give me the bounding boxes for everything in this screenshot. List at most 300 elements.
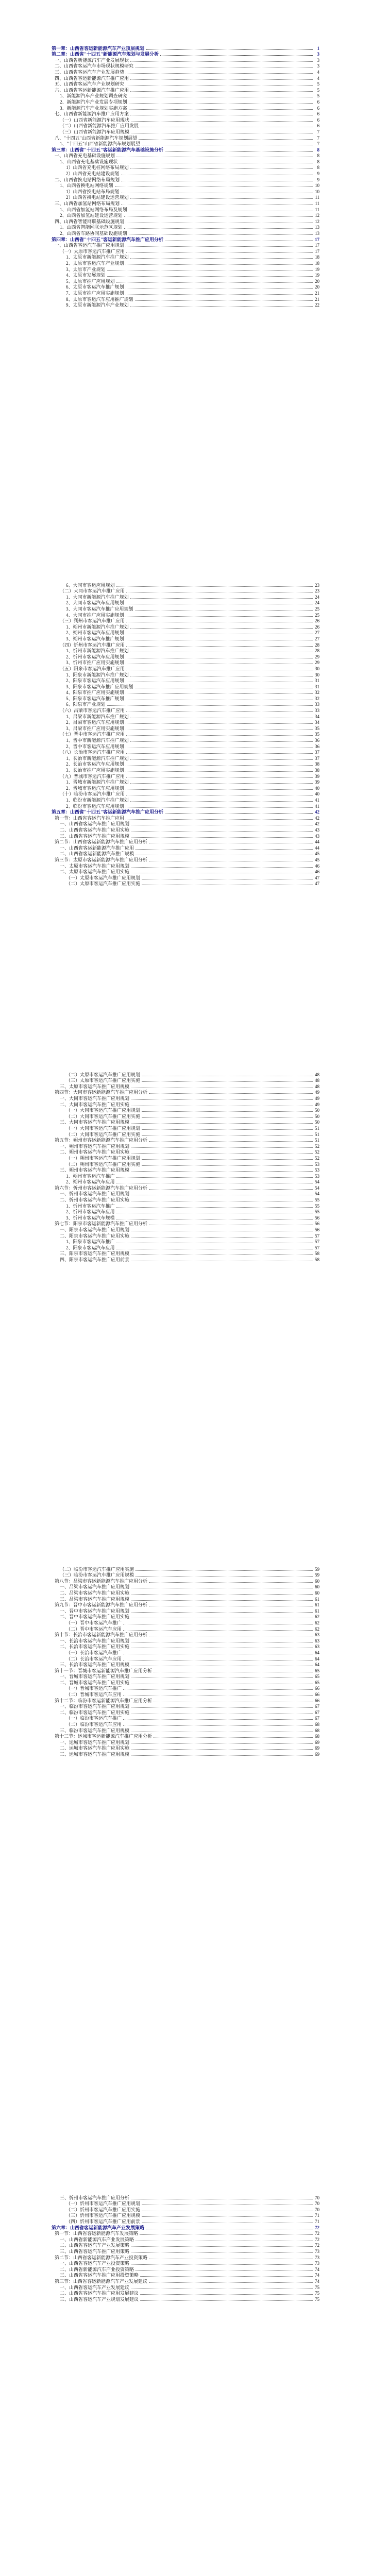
dot-leader: [139, 139, 313, 140]
toc-entry[interactable]: [52, 875, 319, 881]
toc-entry[interactable]: [52, 839, 319, 845]
toc-entry[interactable]: [52, 2248, 319, 2255]
toc-entry[interactable]: [52, 1227, 319, 1233]
toc-entry[interactable]: [52, 1727, 319, 1734]
toc-entry[interactable]: [52, 737, 319, 743]
toc-entry[interactable]: [52, 255, 319, 261]
toc-page-number: 52: [315, 1155, 319, 1161]
toc-entry-title: 1、晋中市新能源汽车推广规划: [66, 738, 129, 743]
toc-entry[interactable]: [52, 851, 319, 857]
dot-leader: [120, 162, 313, 163]
toc-page-number: 74: [315, 2278, 319, 2284]
toc-entry[interactable]: [52, 2266, 319, 2273]
dot-leader: [142, 1129, 313, 1130]
toc-entry[interactable]: [52, 1716, 319, 1722]
toc-entry[interactable]: [52, 624, 319, 630]
toc-entry[interactable]: [52, 218, 319, 225]
dot-leader: [131, 121, 313, 122]
toc-entry[interactable]: [52, 1161, 319, 1167]
toc-page-number: 47: [315, 875, 319, 880]
toc-entry[interactable]: [52, 869, 319, 875]
toc-entry[interactable]: [52, 857, 319, 863]
toc-entry[interactable]: [52, 714, 319, 720]
toc-entry[interactable]: [52, 1149, 319, 1156]
toc-entry[interactable]: [52, 1608, 319, 1614]
toc-page-number: 10: [315, 189, 319, 194]
dot-leader: [131, 2198, 313, 2199]
toc-entry[interactable]: [52, 1120, 319, 1126]
toc-entry[interactable]: [52, 81, 319, 88]
toc-page-number: 6: [317, 105, 319, 111]
toc-entry[interactable]: [52, 189, 319, 195]
toc-page-number: 50: [315, 1113, 319, 1119]
toc-entry[interactable]: [52, 284, 319, 291]
toc-entry[interactable]: [52, 183, 319, 189]
toc-page-number: 8: [317, 159, 319, 164]
toc-entry[interactable]: [52, 1709, 319, 1716]
toc-entry[interactable]: [52, 135, 319, 141]
toc-entry-title: （二）大同市客运汽车推广应用实施: [66, 1113, 141, 1119]
toc-entry[interactable]: [52, 87, 319, 93]
toc-page-number: 17: [315, 236, 319, 242]
toc-entry[interactable]: [52, 2218, 319, 2225]
toc-entry[interactable]: [52, 1686, 319, 1692]
dot-leader: [126, 777, 313, 778]
toc-page-number: 52: [315, 1149, 319, 1155]
toc-entry[interactable]: [52, 767, 319, 773]
toc-page-number: 18: [315, 260, 319, 266]
toc-entry[interactable]: [52, 612, 319, 618]
dot-leader: [165, 150, 313, 151]
dot-leader: [142, 144, 313, 145]
toc-page-number: 28: [315, 648, 319, 654]
toc-entry[interactable]: [52, 821, 319, 827]
toc-entry[interactable]: [52, 159, 319, 165]
toc-entry[interactable]: [52, 296, 319, 302]
dot-leader: [149, 2282, 313, 2283]
dot-leader: [126, 646, 313, 647]
toc-entry[interactable]: [52, 1209, 319, 1215]
toc-entry[interactable]: [52, 153, 319, 159]
toc-entry[interactable]: [52, 1108, 319, 1114]
toc-entry[interactable]: [52, 105, 319, 111]
toc-entry[interactable]: [52, 863, 319, 869]
toc-entry[interactable]: [52, 63, 319, 70]
toc-entry[interactable]: [52, 1739, 319, 1745]
toc-entry[interactable]: [52, 1191, 319, 1197]
toc-entry[interactable]: [52, 1745, 319, 1752]
toc-page-number: 66: [315, 1698, 319, 1703]
toc-entry[interactable]: [52, 213, 319, 219]
toc-entry-title: 第四节：大同市客运新能源汽车推广应用分析: [55, 1090, 148, 1095]
toc-entry[interactable]: [52, 2213, 319, 2219]
toc-page-number: 61: [315, 1596, 319, 1602]
dot-leader: [131, 872, 313, 873]
toc-entry[interactable]: [52, 177, 319, 183]
toc-entry[interactable]: [52, 642, 319, 648]
toc-entry[interactable]: [52, 678, 319, 684]
toc-entry[interactable]: [52, 785, 319, 791]
toc-entry[interactable]: [52, 743, 319, 750]
toc-entry[interactable]: [52, 2207, 319, 2213]
toc-page-number: 31: [315, 684, 319, 689]
toc-page-number: 65: [315, 1668, 319, 1673]
toc-entry[interactable]: [52, 1644, 319, 1650]
toc-page-number: 72: [315, 2225, 319, 2230]
toc-entry-title: （四）忻州市客运汽车推广应用: [60, 642, 125, 648]
toc-entry[interactable]: [52, 1590, 319, 1596]
toc-entry[interactable]: [52, 666, 319, 672]
toc-entry[interactable]: [52, 1620, 319, 1626]
toc-entry[interactable]: [52, 1662, 319, 1668]
dot-leader: [131, 1105, 313, 1106]
toc-entry[interactable]: [52, 732, 319, 738]
toc-entry[interactable]: [52, 1083, 319, 1090]
toc-entry[interactable]: [52, 606, 319, 612]
dot-leader: [116, 1218, 313, 1219]
toc-entry[interactable]: [52, 660, 319, 666]
dot-leader: [131, 2288, 313, 2289]
toc-page-number: 68: [315, 1727, 319, 1733]
toc-entry[interactable]: [52, 2296, 319, 2302]
toc-entry[interactable]: [52, 165, 319, 171]
toc-entry[interactable]: [52, 290, 319, 296]
dot-leader: [126, 264, 313, 265]
toc-page-number: 58: [315, 1251, 319, 1257]
toc-entry[interactable]: [52, 1090, 319, 1096]
toc-entry-title: 第三节：太原市客运新能源汽车推广应用分析: [55, 857, 148, 862]
toc-entry[interactable]: [52, 1566, 319, 1572]
toc-page-number: 47: [315, 881, 319, 887]
dot-leader: [121, 180, 313, 181]
toc-page-number: 59: [315, 1572, 319, 1578]
toc-entry-title: 5、太原市推广应用规划: [66, 278, 115, 284]
toc-entry[interactable]: [52, 881, 319, 887]
toc-entry[interactable]: [52, 1572, 319, 1579]
toc-entry[interactable]: [52, 1674, 319, 1680]
toc-entry[interactable]: [52, 302, 319, 309]
toc-entry[interactable]: [52, 1239, 319, 1245]
toc-entry[interactable]: [52, 1215, 319, 1221]
toc-entry[interactable]: [52, 761, 319, 768]
toc-entry[interactable]: [52, 1680, 319, 1686]
toc-entry[interactable]: [52, 845, 319, 851]
toc-entry[interactable]: [52, 1143, 319, 1149]
toc-entry-title: 二、运城市客运汽车推广应用实施: [60, 1745, 130, 1751]
toc-entry[interactable]: [52, 171, 319, 177]
dot-leader: [142, 1135, 313, 1136]
toc-entry[interactable]: [52, 1626, 319, 1632]
toc-entry[interactable]: [52, 803, 319, 809]
toc-entry[interactable]: [52, 2291, 319, 2297]
toc-entry[interactable]: [52, 1602, 319, 1608]
dot-leader: [130, 759, 313, 760]
toc-entry[interactable]: [52, 1113, 319, 1120]
toc-entry[interactable]: [52, 1584, 319, 1590]
toc-entry[interactable]: [52, 1734, 319, 1740]
toc-page-number: 35: [315, 732, 319, 737]
toc-entry[interactable]: [52, 1155, 319, 1161]
toc-page-number: 42: [315, 815, 319, 821]
toc-entry-title: 1、阳泉市客运汽车推广: [66, 1239, 115, 1245]
toc-entry-title: 一、临汾市客运汽车推广应用规划: [60, 1704, 130, 1709]
toc-entry[interactable]: [52, 1578, 319, 1584]
toc-page-number: 72: [315, 2231, 319, 2236]
toc-entry[interactable]: [52, 648, 319, 654]
toc-entry[interactable]: [52, 791, 319, 798]
toc-entry-title: （一）大同市客运汽车推广应用规划: [66, 1125, 141, 1131]
toc-entry[interactable]: [52, 123, 319, 129]
toc-entry[interactable]: [52, 594, 319, 600]
toc-entry-title: 第二章：山西省"十四五"新能源汽车规划与发展分析: [52, 52, 159, 57]
dot-leader: [131, 1707, 313, 1708]
toc-entry[interactable]: [52, 797, 319, 803]
toc-entry[interactable]: [52, 636, 319, 642]
toc-entry[interactable]: [52, 1650, 319, 1656]
toc-entry[interactable]: [52, 1078, 319, 1084]
toc-entry[interactable]: [52, 1125, 319, 1131]
toc-entry[interactable]: [52, 1668, 319, 1674]
toc-entry[interactable]: [52, 2195, 319, 2201]
toc-entry[interactable]: [52, 248, 319, 255]
dot-leader: [131, 1123, 313, 1124]
toc-entry[interactable]: [52, 243, 319, 249]
toc-chapter-entry[interactable]: [52, 147, 319, 153]
dot-leader: [126, 699, 313, 700]
toc-page-number: 5: [317, 93, 319, 99]
toc-entry[interactable]: [52, 1185, 319, 1191]
toc-entry[interactable]: [52, 779, 319, 786]
toc-entry[interactable]: [52, 2273, 319, 2279]
dot-leader: [130, 198, 313, 199]
toc-entry[interactable]: [52, 93, 319, 99]
toc-entry-title: 第十三节：运城市客运新能源汽车推广应用分析: [55, 1734, 153, 1739]
toc-entry[interactable]: [52, 99, 319, 105]
dot-leader: [121, 174, 313, 175]
toc-entry[interactable]: [52, 815, 319, 821]
toc-entry[interactable]: [52, 1095, 319, 1101]
toc-entry[interactable]: [52, 827, 319, 833]
toc-entry[interactable]: [52, 230, 319, 236]
toc-entry-title: 8、太原市客运汽车应用推广规划: [66, 296, 133, 302]
toc-entry-title: （四）忻州市客运汽车推广应用前景: [66, 2218, 141, 2224]
toc-entry[interactable]: [52, 1221, 319, 1227]
toc-entry[interactable]: [52, 2255, 319, 2261]
dot-leader: [140, 2300, 313, 2301]
toc-entry[interactable]: [52, 696, 319, 702]
toc-entry[interactable]: [52, 1721, 319, 1727]
toc-entry-title: 2、阳泉市客运汽车应用: [66, 1245, 115, 1250]
dot-leader: [140, 126, 313, 127]
toc-page-number: 12: [315, 218, 319, 224]
toc-entry[interactable]: [52, 1691, 319, 1698]
toc-page-number: 52: [315, 1143, 319, 1149]
dot-leader: [135, 66, 313, 67]
toc-entry-title: 三、山西省加氢站网络布局规划: [55, 201, 120, 207]
toc-entry-title: 五、山西省客运汽车产业规划研究: [55, 81, 125, 87]
toc-entry-title: 四、阳泉市客运汽车推广应用前景: [60, 1257, 130, 1262]
toc-entry[interactable]: [52, 2231, 319, 2237]
toc-entry-title: 4、大同市推广应用实施规划: [66, 612, 124, 618]
toc-entry[interactable]: [52, 1245, 319, 1251]
toc-entry[interactable]: [52, 2201, 319, 2207]
toc-entry[interactable]: [52, 1656, 319, 1662]
toc-entry[interactable]: [52, 588, 319, 595]
toc-entry-title: 3、太原市产业规划: [66, 266, 106, 272]
dot-leader: [130, 598, 313, 599]
toc-entry[interactable]: [52, 600, 319, 606]
toc-entry[interactable]: [52, 278, 319, 284]
toc-entry[interactable]: [52, 750, 319, 756]
toc-entry-title: （九）晋城市客运汽车推广应用: [60, 773, 125, 779]
toc-page-number: 40: [315, 785, 319, 791]
toc-entry[interactable]: [52, 654, 319, 660]
toc-entry[interactable]: [52, 260, 319, 266]
toc-entry[interactable]: [52, 195, 319, 201]
toc-chapter-entry[interactable]: [52, 236, 319, 243]
toc-page-number: 49: [315, 1101, 319, 1107]
dot-leader: [130, 651, 313, 652]
toc-entry[interactable]: [52, 1101, 319, 1108]
dot-leader: [135, 300, 313, 301]
toc-entry[interactable]: [52, 1638, 319, 1644]
dot-leader: [123, 1653, 313, 1654]
toc-entry-title: 三、山西省客运汽车产业发展趋势: [55, 69, 125, 75]
toc-entry[interactable]: [52, 1251, 319, 1257]
dot-leader: [126, 639, 313, 640]
toc-entry[interactable]: [52, 1138, 319, 1144]
toc-entry[interactable]: [52, 1197, 319, 1203]
toc-entry-title: 七、山西省新能源汽车推广应用方案: [55, 111, 129, 117]
toc-entry[interactable]: [52, 1233, 319, 1239]
toc-page-number: 42: [315, 809, 319, 815]
toc-entry[interactable]: [52, 207, 319, 213]
toc-page-number: 26: [315, 618, 319, 624]
toc-entry[interactable]: [52, 2261, 319, 2267]
toc-entry[interactable]: [52, 1257, 319, 1263]
toc-entry[interactable]: [52, 1751, 319, 1757]
toc-entry[interactable]: [52, 57, 319, 63]
toc-entry[interactable]: [52, 702, 319, 708]
toc-entry[interactable]: [52, 129, 319, 135]
toc-entry[interactable]: [52, 141, 319, 147]
toc-entry[interactable]: [52, 684, 319, 690]
toc-entry[interactable]: [52, 2284, 319, 2291]
toc-entry[interactable]: [52, 618, 319, 624]
dot-leader: [126, 603, 313, 604]
toc-entry[interactable]: [52, 833, 319, 839]
toc-page-number: 29: [315, 660, 319, 666]
toc-entry[interactable]: [52, 273, 319, 279]
toc-chapter-entry[interactable]: [52, 809, 319, 816]
dot-leader: [126, 735, 313, 736]
toc-entry-title: 二、大同市客运汽车推广应用实施: [60, 1101, 130, 1107]
toc-entry-title: 1、吕梁市新能源汽车推广规划: [66, 714, 129, 719]
toc-page-number: 75: [315, 2284, 319, 2290]
toc-entry[interactable]: [52, 1632, 319, 1638]
dot-leader: [123, 1725, 313, 1726]
toc-entry[interactable]: [52, 2243, 319, 2249]
toc-chapter-entry[interactable]: [52, 52, 319, 58]
dot-leader: [149, 1224, 313, 1225]
toc-entry[interactable]: [52, 720, 319, 726]
dot-leader: [130, 801, 313, 802]
toc-entry[interactable]: [52, 200, 319, 207]
toc-entry[interactable]: [52, 2236, 319, 2243]
dot-leader: [149, 860, 313, 861]
toc-entry[interactable]: [52, 75, 319, 81]
dot-leader: [131, 837, 313, 838]
toc-page-number: 48: [315, 1083, 319, 1089]
dot-leader: [165, 812, 313, 814]
toc-page-number: 63: [315, 1638, 319, 1643]
toc-entry[interactable]: [52, 690, 319, 696]
toc-entry[interactable]: [52, 117, 319, 123]
dot-leader: [129, 210, 313, 211]
toc-entry[interactable]: [52, 225, 319, 231]
dot-leader: [149, 2258, 313, 2259]
toc-entry[interactable]: [52, 1704, 319, 1710]
dot-leader: [131, 2264, 313, 2265]
toc-entry[interactable]: [52, 1131, 319, 1138]
toc-entry[interactable]: [52, 582, 319, 588]
toc-page-number: 1: [317, 45, 319, 51]
toc-entry[interactable]: [52, 1698, 319, 1704]
dot-leader: [149, 1093, 313, 1094]
toc-page-number: 28: [315, 642, 319, 648]
toc-entry-title: 2、临汾市客运汽车应用规划: [66, 803, 124, 809]
toc-entry[interactable]: [52, 266, 319, 273]
toc-entry[interactable]: [52, 773, 319, 779]
toc-page-number: 31: [315, 678, 319, 684]
toc-entry[interactable]: [52, 1614, 319, 1620]
dot-leader: [131, 2246, 313, 2247]
toc-entry-title: 第一章：山西省客运新能源汽车产业顶层规划: [52, 45, 145, 51]
dot-leader: [130, 783, 313, 784]
toc-page-number: 44: [315, 839, 319, 845]
toc-entry[interactable]: [52, 2278, 319, 2284]
dot-leader: [149, 1605, 313, 1606]
toc-entry[interactable]: [52, 707, 319, 714]
toc-entry[interactable]: [52, 111, 319, 117]
toc-chapter-entry[interactable]: [52, 2225, 319, 2231]
toc-entry[interactable]: [52, 1173, 319, 1179]
toc-entry[interactable]: [52, 1167, 319, 1174]
toc-chapter-entry[interactable]: [52, 45, 319, 52]
toc-entry-title: （十）临汾市客运汽车推广应用: [60, 791, 125, 797]
dot-leader: [107, 270, 313, 271]
toc-entry-title: 1）山西省充电桩网络布局规划: [66, 165, 129, 171]
dot-leader: [131, 831, 313, 832]
toc-entry[interactable]: [52, 1179, 319, 1185]
dot-leader: [126, 807, 313, 808]
toc-entry[interactable]: [52, 725, 319, 732]
toc-page-number: 65: [315, 1680, 319, 1685]
toc-entry[interactable]: [52, 1203, 319, 1209]
toc-entry-title: （二）晋中市客运汽车应用: [66, 1626, 122, 1632]
toc-entry[interactable]: [52, 755, 319, 761]
toc-page-number: 67: [315, 1709, 319, 1715]
toc-entry-title: 三、太原市客运汽车推广应用规模: [60, 1083, 130, 1089]
toc-entry[interactable]: [52, 69, 319, 75]
toc-entry-title: 二、晋城市客运汽车推广应用实施: [60, 1680, 130, 1685]
dot-leader: [142, 2216, 313, 2217]
toc-entry[interactable]: [52, 630, 319, 636]
toc-entry[interactable]: [52, 1596, 319, 1602]
toc-entry[interactable]: [52, 672, 319, 678]
toc-entry[interactable]: [52, 1072, 319, 1078]
toc-entry-title: 一、山西省客运汽车推广应用规划: [60, 821, 130, 827]
